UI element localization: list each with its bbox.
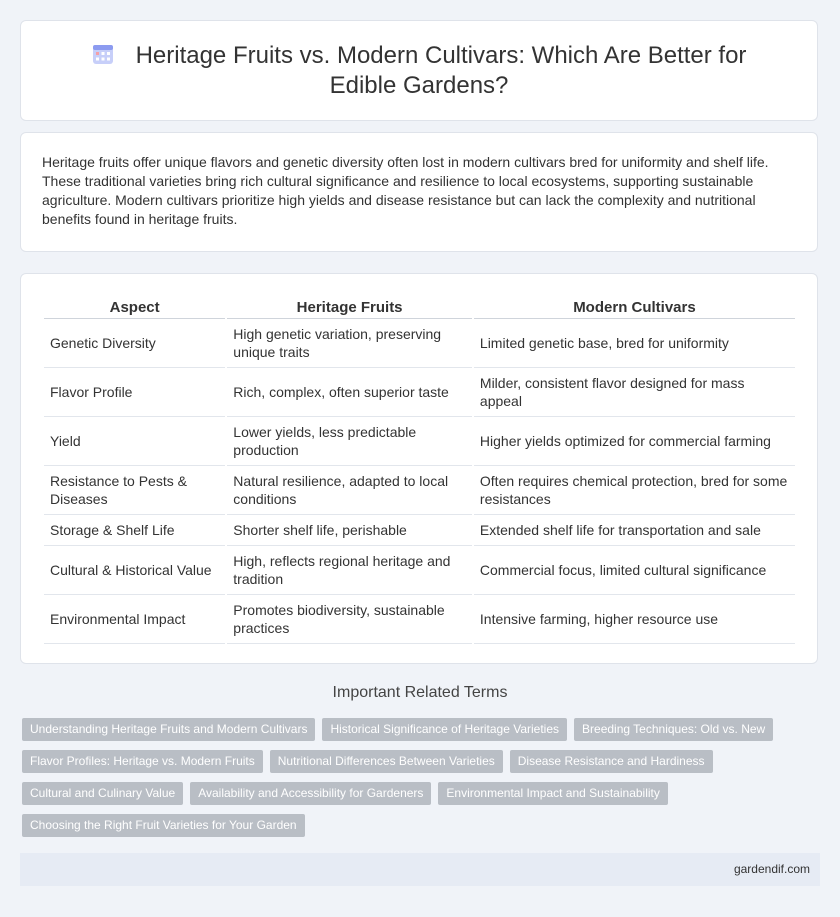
page-title-text: Heritage Fruits vs. Modern Cultivars: Which Are Better for Edible Gardens?	[135, 41, 747, 99]
related-term-tag[interactable]: Disease Resistance and Hardiness	[510, 750, 713, 773]
calendar-grid-icon	[92, 43, 114, 65]
table-cell: Limited genetic base, bred for uniformity	[474, 319, 795, 368]
table-row	[44, 595, 795, 644]
table-cell: Rich, complex, often superior taste	[227, 368, 472, 417]
table-cell: High, reflects regional heritage and tradition	[227, 546, 472, 595]
footer-site-link[interactable]: gardendif.com	[733, 862, 810, 876]
table-row	[44, 546, 795, 595]
footer	[20, 853, 820, 886]
table-cell: High genetic variation, preserving unique traits	[227, 319, 472, 368]
column-header-modern: Modern Cultivars	[474, 296, 795, 319]
table-cell: Intensive farming, higher resource use	[474, 595, 795, 644]
page-title	[21, 41, 817, 101]
table-cell: Storage & Shelf Life	[44, 515, 225, 546]
intro-card	[20, 132, 818, 252]
table-cell: Lower yields, less predictable production	[227, 417, 472, 466]
table-cell: Often requires chemical protection, bred for some resistances	[474, 466, 795, 515]
related-term-tag[interactable]: Historical Significance of Heritage Varieties	[322, 718, 567, 741]
related-term-tag[interactable]: Environmental Impact and Sustainability	[438, 782, 667, 805]
header-card	[20, 20, 818, 121]
table-row	[44, 417, 795, 466]
related-term-tag[interactable]: Choosing the Right Fruit Varieties for Your Garden	[22, 814, 305, 837]
column-header-aspect: Aspect	[44, 296, 225, 319]
related-term-tag[interactable]: Flavor Profiles: Heritage vs. Modern Fruits	[22, 750, 263, 773]
related-term-tag[interactable]: Availability and Accessibility for Gardeners	[190, 782, 431, 805]
table-cell: Higher yields optimized for commercial farming	[474, 417, 795, 466]
table-cell: Natural resilience, adapted to local conditions	[227, 466, 472, 515]
table-cell: Yield	[44, 417, 225, 466]
related-term-tag[interactable]: Nutritional Differences Between Varieties	[270, 750, 503, 773]
related-terms-heading: Important Related Terms	[332, 684, 508, 701]
table-row	[44, 319, 795, 368]
table-cell: Promotes biodiversity, sustainable practices	[227, 595, 472, 644]
related-terms-list	[22, 718, 812, 837]
table-row	[44, 515, 795, 546]
related-term-tag[interactable]: Understanding Heritage Fruits and Modern Cultivars	[22, 718, 315, 741]
table-cell: Milder, consistent flavor designed for mass appeal	[474, 368, 795, 417]
related-term-tag[interactable]: Breeding Techniques: Old vs. New	[574, 718, 773, 741]
table-row	[44, 368, 795, 417]
intro-paragraph: Heritage fruits offer unique flavors and genetic diversity often lost in modern cultivars bred for uniformity and shelf life. These traditional varieties bring rich cultural significance and resilience to local ecosystems, supporting sustainable agriculture. Modern cultivars prioritize high yields and disease resistance but can lack the complexity and nutritional benefits found in heritage fruits.	[42, 154, 769, 227]
table-cell: Genetic Diversity	[44, 319, 225, 368]
comparison-table	[42, 296, 797, 644]
table-cell: Environmental Impact	[44, 595, 225, 644]
table-header-row	[44, 296, 795, 319]
comparison-table-card	[20, 273, 818, 664]
table-cell: Shorter shelf life, perishable	[227, 515, 472, 546]
table-cell: Commercial focus, limited cultural significance	[474, 546, 795, 595]
related-term-tag[interactable]: Cultural and Culinary Value	[22, 782, 183, 805]
table-cell: Resistance to Pests & Diseases	[44, 466, 225, 515]
table-cell: Flavor Profile	[44, 368, 225, 417]
table-row	[44, 466, 795, 515]
table-cell: Cultural & Historical Value	[44, 546, 225, 595]
table-cell: Extended shelf life for transportation and sale	[474, 515, 795, 546]
column-header-heritage: Heritage Fruits	[227, 296, 472, 319]
